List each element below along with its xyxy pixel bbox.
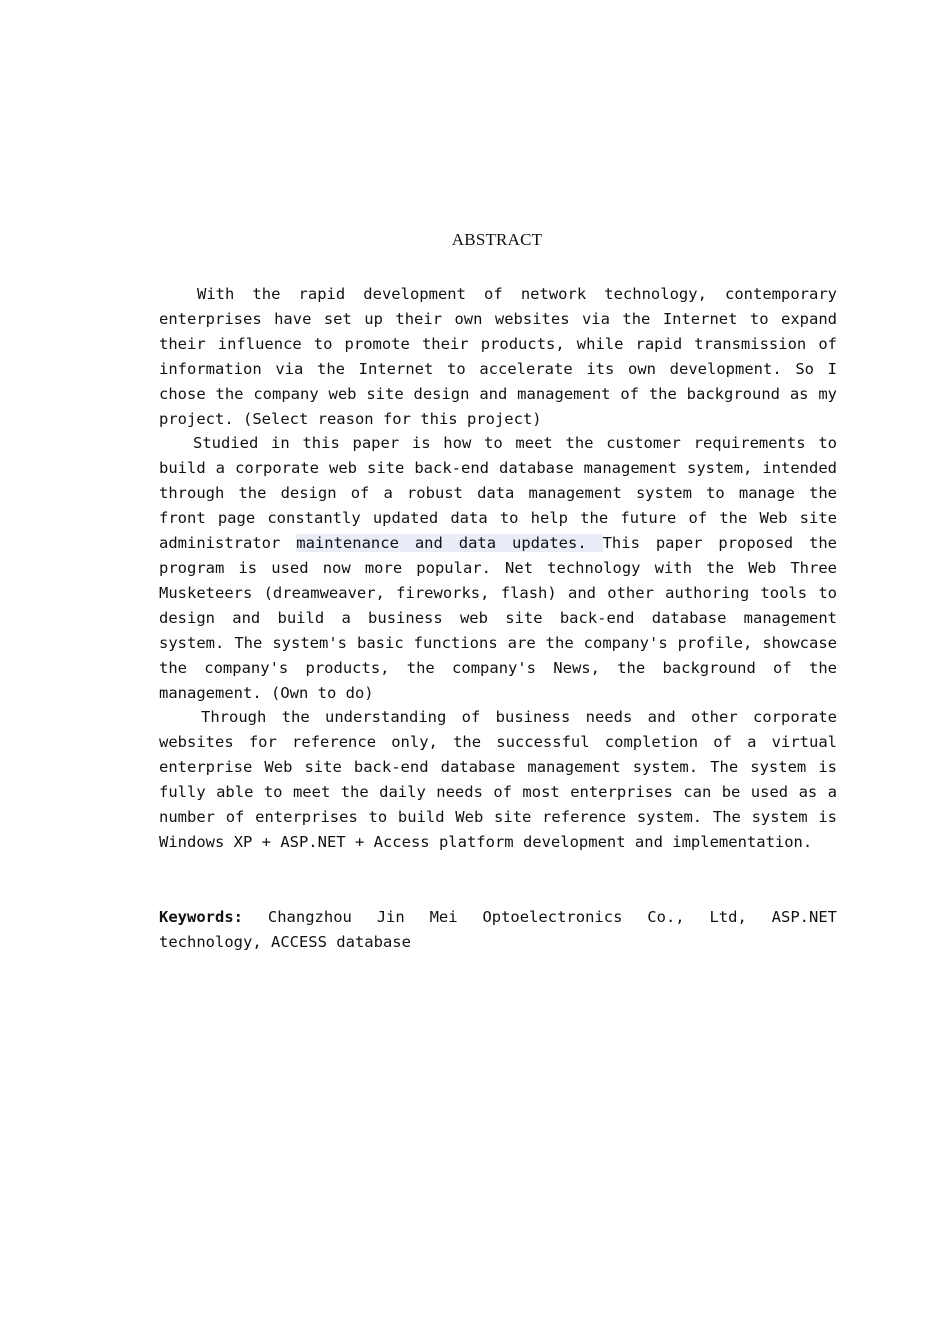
abstract-title: ABSTRACT bbox=[451, 230, 543, 249]
abstract-paragraph-1[interactable]: With the rapid development of network technology, contemporary enterprises have set up their own websites via the Internet to expand their influence to promote their products, while rapid transmission of information via the Internet to accelerate its own development. So I chose the company web site design and management of the background as my project. (Select reason for this project) bbox=[159, 285, 837, 428]
abstract-body bbox=[159, 282, 837, 855]
paragraph-2-text-after: This paper proposed the program is used now more popular. Net technology with the Web Three Musketeers (dreamweaver, fireworks, flash) and other authoring tools to design and build a business web site back-end database management system. The system's basic functions are the company's profile, showcase the company's products, the company's News, the background of the management. (Own to do) bbox=[159, 534, 837, 702]
keywords-label: Keywords: bbox=[159, 908, 243, 926]
abstract-paragraph-3[interactable]: Through the understanding of business needs and other corporate websites for reference only, the successful completion of a virtual enterprise Web site back-end database management system. The system is fully able to meet the daily needs of most enterprises can be used as a number of enterprises to build Web site reference system. The system is Windows XP + ASP.NET + Access platform development and implementation. bbox=[159, 708, 837, 851]
keywords-text: Changzhou Jin Mei Optoelectronics Co., Ltd, ASP.NET technology, ACCESS database bbox=[159, 908, 837, 951]
abstract-paragraph-2[interactable] bbox=[159, 431, 837, 705]
keywords-line[interactable] bbox=[159, 905, 837, 955]
paragraph-2-text-before: Studied in this paper is how to meet the customer requirements to build a corporate web site back-end database management system, intended through the design of a robust data management system to manage the front page constantly updated data to help the future of the Web site administrator bbox=[159, 434, 837, 553]
selected-text-highlight[interactable]: maintenance and data updates. bbox=[296, 534, 603, 553]
